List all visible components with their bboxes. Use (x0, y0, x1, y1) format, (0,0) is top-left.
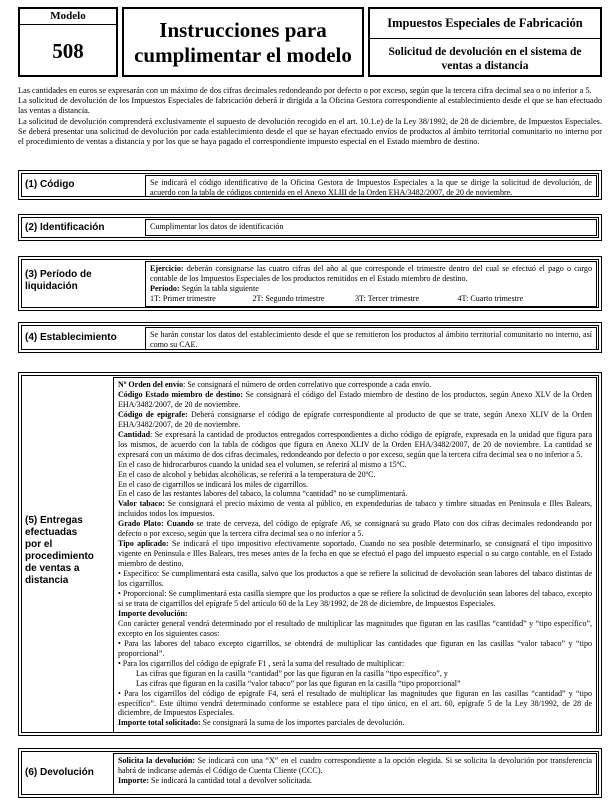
section-label-line: por el (25, 539, 53, 550)
field-label: Solicita la devolución: (118, 756, 196, 765)
field-label: Nº Orden del envío (118, 380, 184, 389)
cigarrillos-f1-line: Las cifras que figuran en la casilla “valor tabaco” por las que figuran en la casilla “tipo proporcional” (136, 678, 461, 688)
importe-devolucion-text: Con carácter general vendrá determinado por el resultado de multiplicar las magnitudes que figuran en las casillas “cantidad” y “tipo específico”, excepto en los siguientes casos: (118, 618, 592, 638)
section-establecimiento (18, 322, 602, 353)
section-identificacion (18, 214, 602, 241)
field-label: Valor tabaco: (118, 499, 165, 509)
valor-tabaco-text (118, 499, 592, 519)
section-label-line: liquidación (25, 281, 78, 292)
cigarrillos-f1-line: Las cifras que figuran en la casilla “cantidad” por las que figuran en la casilla “tipo específico”, y (136, 668, 448, 678)
request-type (370, 41, 600, 75)
periodo-text (150, 284, 592, 294)
ejercicio-text (150, 264, 592, 284)
section-label-line: (3) Período de (25, 269, 92, 280)
section-label: (2) Identificación (25, 222, 105, 233)
importe-total-text (118, 718, 592, 728)
cigarrillos-f4-text: • Para los cigarrillos del código de epígrafe F4, será el resultado de multiplicar las magnitudes que figuran en las casillas “cantidad” y “tipo específico”. Este último vendrá determinado conforme se establece para el tipo único, en el art. 60, epígrafe 5 de la Ley 38/1992, de 28 de diciembre, de Impuestos Especiales. (118, 688, 592, 718)
solicita-text (118, 756, 592, 776)
section-label: (1) Código (25, 179, 75, 190)
section-content (113, 753, 597, 795)
cantidad-line: En el caso de las restantes labores del tabaco, la columna “cantidad” no se cumplimentará. (118, 489, 408, 499)
section-devolucion (18, 748, 602, 798)
trimestres-table (150, 294, 560, 304)
modelo-label: Modelo (20, 9, 116, 25)
field-label: Período: (150, 284, 180, 293)
codigo-estado-text (118, 390, 592, 410)
request-type-line-1: Solicitud de devolución en el sistema de (388, 46, 582, 58)
section-label-line: procedimiento (25, 551, 94, 562)
tipo-aplicado-text (118, 539, 592, 569)
codigo-epigrafe-text (118, 410, 592, 430)
field-label: Importe total solicitado: (118, 718, 201, 728)
intro-paragraph: La solicitud de devolución comprenderá exclusivamente el supuesto de devolución recogido en el art. 10.1.e) de la Ley 38/1992, de 28 de diciembre, de Impuestos Especiales. Se deberá presentar una solicitud de devolución por cada establecimiento desde el que se hayan efectuado envíos de productos al ámbito territorial comunitario no interno por el procedimiento de ventas a distancia y por los que se haya pagado el correspondiente impuesto especial en el Estado miembro de destino. (18, 116, 602, 147)
trimestre-item: 1T: Primer trimestre (150, 294, 216, 303)
intro-paragraph: Las cantidades en euros se expresarán con un máximo de dos cifras decimales redondeando por defecto o por exceso, según que la tercera cifra decimal sea o no inferior a 5. (18, 86, 592, 95)
document-header (18, 7, 602, 79)
section-content: Cumplimentar los datos de identificación (145, 219, 597, 236)
especifico-text: • Específico: Se cumplimentará esta casilla, salvo que los productos a que se refiere la solicitud de devolución sean labores del tabaco distintas de los cigarrillos. (118, 569, 592, 589)
field-label: Tipo aplicado: (118, 539, 169, 549)
importe-text (118, 776, 592, 786)
modelo-box (18, 7, 118, 77)
field-text: Se consignará la suma de los importes parciales de devolución. (200, 718, 405, 728)
section-label-line: (5) Entregas (25, 515, 83, 526)
document-title (122, 7, 364, 77)
field-label: Ejercicio: (150, 264, 184, 273)
section-label: (6) Devolución (25, 767, 94, 778)
title-line-2: cumplimentar el modelo (134, 43, 352, 67)
field-label: Importe devolución: (118, 608, 188, 618)
field-text: Según la tabla siguiente (179, 284, 259, 293)
cantidad-text (118, 430, 592, 460)
field-text: Se consignará el precio máximo de venta al público, en expendedurías de tabaco y timbre situadas en Peninsula e Illes Balears, incluidos todos los impuestos. (118, 499, 592, 519)
cantidad-line: En el caso de cigarrillos se indicará los miles de cigarrillos. (118, 479, 308, 489)
section-content (145, 261, 597, 307)
field-text: se trate de cerveza, del código de epígrafe A6, se consignará su grado Plato con dos cifras decimales redondeando por defecto o por exceso, según que la tercera cifra decimal sea o no inferior a 5. (118, 519, 592, 539)
section-content (113, 377, 597, 733)
field-label: Importe: (118, 776, 150, 785)
section-label (25, 515, 105, 587)
section-label: (4) Establecimiento (25, 332, 117, 343)
section-label-line: efectuadas (25, 527, 78, 538)
section-codigo (18, 170, 602, 200)
importe-devolucion-label (118, 609, 592, 619)
section-periodo (18, 256, 602, 311)
cantidad-line: En el caso de hidrocarburos cuando la unidad sea el volumen, se referirá al mismo a 15ºC. (118, 459, 407, 469)
field-label: Código Estado miembro de destino: (118, 389, 243, 399)
section-label-line: distancia (25, 575, 69, 586)
title-line-1: Instrucciones para (159, 18, 327, 42)
field-text: Se indicará la cantidad total a devolver solicitada. (149, 776, 312, 785)
field-text: Deberá consignarse el código de epígrafe correspondiente al producto de que se trate, según Anexo XLIV de la Orden EHA/3482/2007, de 20 de noviembre. (118, 409, 592, 429)
field-text: Se indicará el tipo impositivo efectivamente soportado. Cuando no sea posible determinarlo, se consignará el tipo impositivo vigente en Peninsula e Illes Balears, tres meses antes de la fecha en que se efectuó el pago del impuesto especial o su cargo contable, en el Estado miembro de destino. (118, 539, 593, 569)
intro-paragraph: La solicitud de devolución de los Impuestos Especiales de fabricación deberá ir dirigida a la Oficina Gestora correspondiente al establecimiento desde el que se han efectuado las ventas a distancia. (18, 96, 602, 116)
field-label: Código de epígrafe: (118, 409, 188, 419)
cantidad-line: En el caso de alcohol y bebidas alcohólicas, se referirá a la temperatura de 20ºC. (118, 469, 376, 479)
labores-text: • Para las labores del tabaco excepto cigarrillos, se obtendrá de multiplicar las cantidades que figuran en las casillas “valor tabaco” y “tipo proporcional”. (118, 638, 592, 658)
field-label: Cantidad (118, 429, 151, 439)
field-label: Grado Plato: Cuando (118, 519, 194, 529)
trimestre-item: 4T: Cuarto trimestre (457, 294, 524, 303)
field-text: : Se expresará la cantidad de productos entregados correspondientes a dicho código de epígrafe, expresada en la unidad que figura para los mismos, de acuerdo con la tabla de códigos que figura en Anexo XLIV de la Orden EHA/3482/2007, de 20 de noviembre. La cantidad se expresará con un máximo de dos cifras decimales, redondeando por defecto o por exceso, según que la tercera cifra decimal sea o no inferior a 5. (118, 429, 592, 459)
field-text: deberán consignarse las cuatro cifras del año al que corresponde el trimestre dentro del cual se efectuó el pago o cargo contable de los Impuestos Especiales de los productos remitidos en el Estado miembro de destino. (150, 264, 592, 283)
modelo-number: 508 (52, 39, 84, 63)
request-type-line-2: ventas a distancia (441, 60, 529, 72)
cigarrillos-f1-text: • Para los cigarrillos del código de epígrafe F1 , será la suma del resultado de multiplicar: (118, 658, 405, 668)
grado-plato-text (118, 519, 592, 539)
n-orden-text (118, 380, 592, 390)
trimestre-item: 3T: Tercer trimestre (355, 294, 420, 303)
section-entregas (18, 372, 602, 736)
section-label-line: de ventas a (25, 563, 80, 574)
section-content: Se indicará el código identificativo de la Oficina Gestora de Impuestos Especiales a la que se dirige la solicitud de devolución, de acuerdo con la tabla de códigos contenida en el Anexo XLIII de la Orden EHA/3482/2007, de 20 de noviembre. (145, 175, 597, 197)
field-text: : Se consignará el número de orden correlativo que corresponde a cada envío. (183, 380, 432, 389)
proporcional-text: • Proporcional: Se cumplimentará esta casilla siempre que los productos a que se refiere la solicitud de devolución sean labores del tabaco, excepto si se trata de cigarrillos del epígrafe 5 del artículo 60 de la Ley 38/1992, de 28 de diciembre, de Impuestos Especiales. (118, 589, 592, 608)
section-content: Se harán constar los datos del establecimiento desde el que se remitieron los productos al ámbito territorial comunitario no interno, así como su CAE. (145, 327, 597, 350)
intro-text (18, 86, 602, 147)
field-text: Se consignará el código del Estado miembro de destino de los productos, según Anexo XLV de la Orden EHA/3482/2007, de 20 de noviembre. (118, 389, 592, 409)
tax-box (368, 7, 602, 77)
field-text: Se indicará con una “X” en el cuadro correspondiente a la opción elegida. Si se solicita la devolución por transferencia habrá de indicarse además el Código de Cuenta Cliente (CCC). (118, 756, 592, 775)
tax-type: Impuestos Especiales de Fabricación (370, 9, 600, 39)
section-label (25, 269, 135, 293)
trimestre-item: 2T: Segundo trimestre (252, 294, 325, 303)
